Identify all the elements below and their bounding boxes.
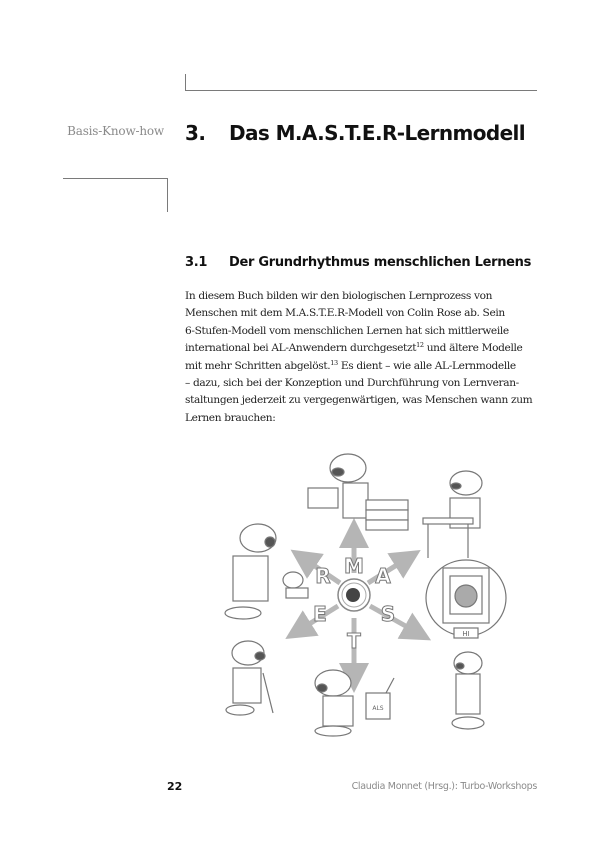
center-stopwatch [338,579,370,611]
footnote-ref-12[interactable]: 12 [416,341,424,350]
top-vertical-rule [185,74,186,91]
section-title [185,255,531,270]
sign-text: HI [462,630,470,638]
body-line [185,392,545,409]
body-line-text: und ältere Modelle [423,342,523,355]
letter-m: M [344,554,364,578]
section-number: 3.1 [185,255,208,270]
letter-e: E [313,602,327,626]
figure-thinking [426,560,506,729]
section-title-text: Der Grundrhythmus menschlichen Lernens [229,255,532,270]
body-line [185,375,545,392]
master-model-illustration [198,438,510,738]
body-line-text: Menschen mit dem M.A.S.T.E.R-Modell von Colin Rose ab. Sein [185,307,505,320]
body-line [185,410,545,427]
figure-digging [226,641,273,715]
body-line-text: Lernen brauchen: [185,411,276,424]
footer-credit: Claudia Monnet (Hrsg.): Turbo-Workshops [351,781,537,792]
body-line-text: Es dient – wie alle AL-Lernmodelle [337,359,516,372]
chapter-title [185,121,525,145]
side-vertical-rule [167,178,168,212]
letter-r: R [315,564,331,588]
letter-t: T [347,629,361,653]
body-line-text: 6-Stufen-Modell vom menschlichen Lernen hat sich mittlerweile [185,324,509,337]
chapter-number: 3. [185,121,206,145]
chapter-title-text: Das M.A.S.T.E.R-Lernmodell [229,121,526,145]
body-line [185,323,545,340]
body-line-text: In diesem Buch bilden wir den biologischen Lernprozess von [185,290,493,302]
body-paragraph [185,288,545,427]
body-line [185,358,545,375]
letter-s: S [380,602,396,626]
letter-a: A [375,564,391,588]
body-line-text: mit mehr Schritten abgelöst. [185,359,331,372]
body-line-text: – dazu, sich bei der Konzeption und Durchführung von Lernveran- [185,377,519,390]
body-line [185,288,545,305]
body-line-text: international bei AL-Anwendern durchgesetzt [185,342,417,355]
canister-text: ALS [372,705,384,712]
figure-teacher [225,524,308,619]
side-label: Basis-Know-how [67,124,164,138]
footnote-ref-13[interactable]: 13 [330,358,338,367]
side-horizontal-rule [63,178,168,179]
figure-canister [315,670,394,736]
top-horizontal-rule [185,90,537,91]
body-line [185,340,545,357]
body-line [185,305,545,322]
page-number: 22 [167,780,183,793]
figure-writing [423,471,482,558]
figure-reading [308,454,408,530]
body-line-text: staltungen jederzeit zu vergegenwärtigen, was Menschen wann zum [185,394,533,407]
